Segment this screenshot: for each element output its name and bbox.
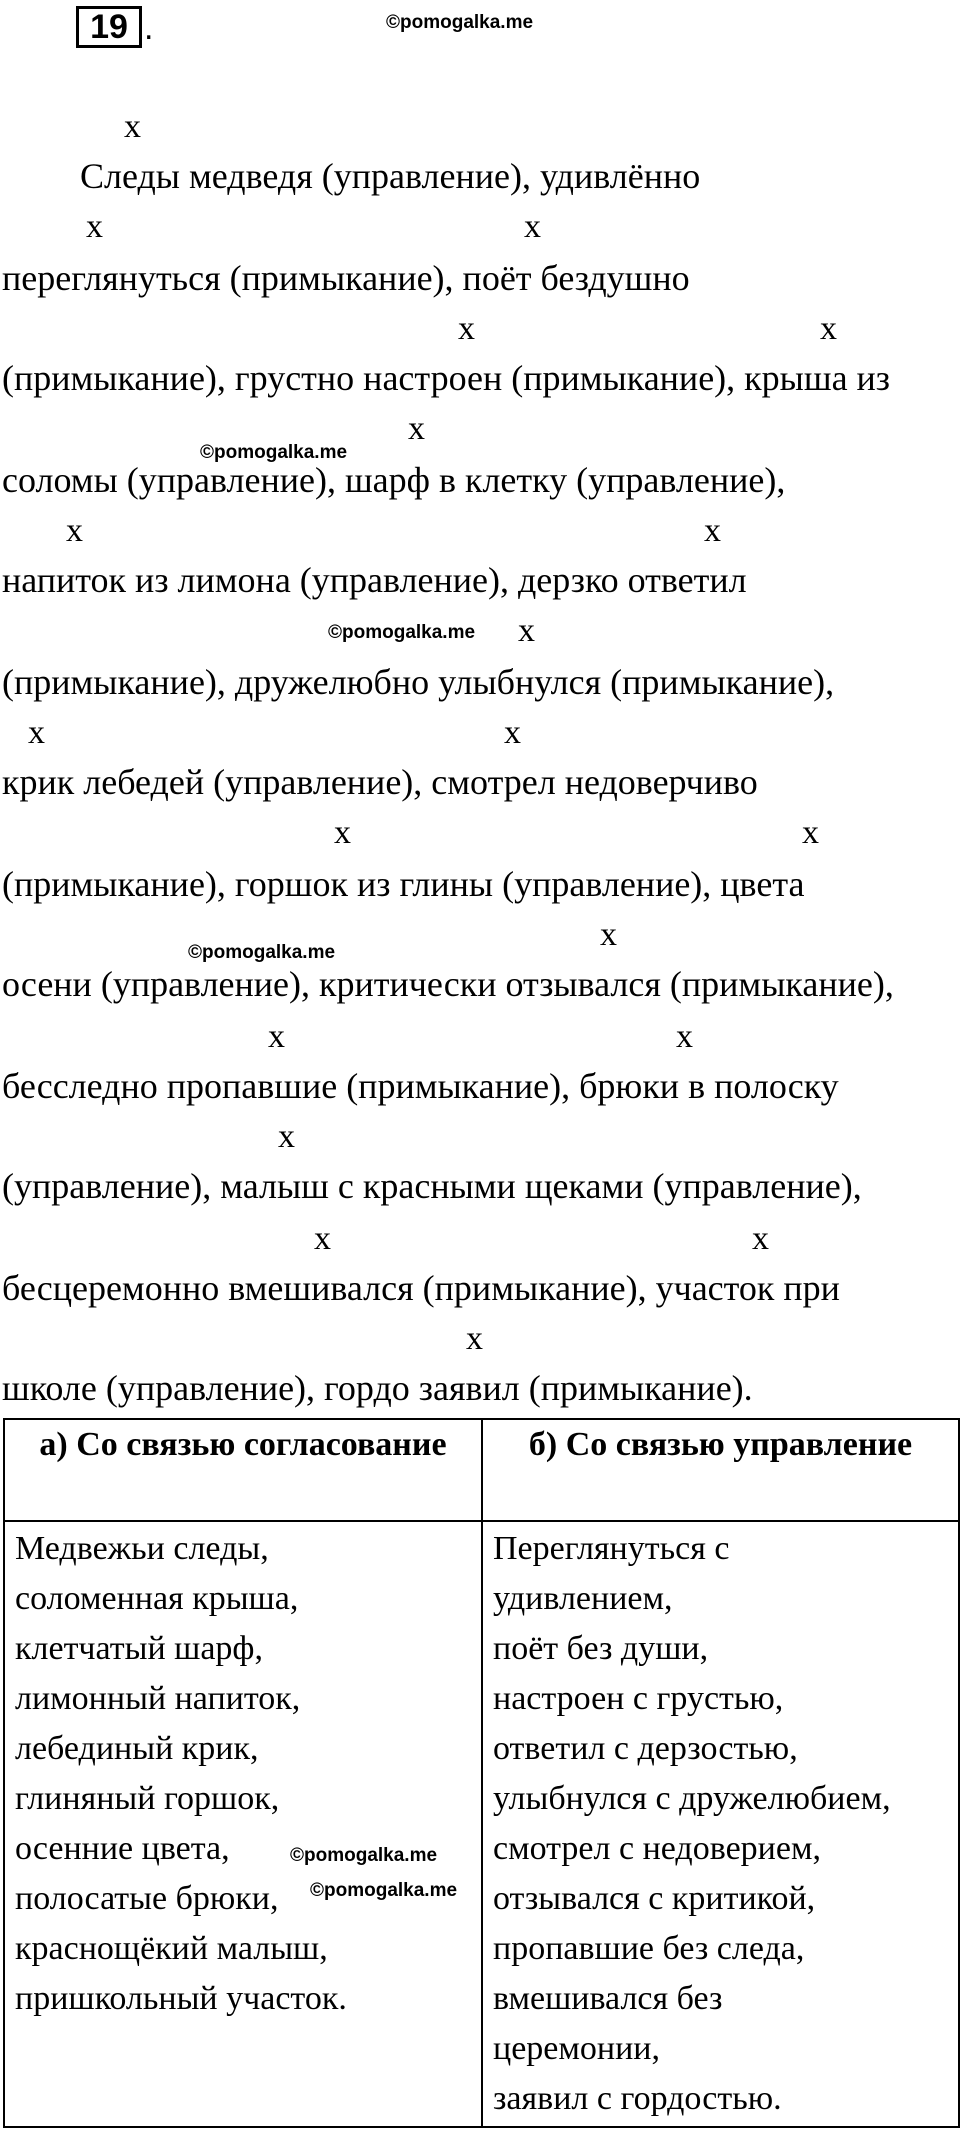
list-item: заявил с гордостью.: [493, 2080, 782, 2117]
text-line: (управление), малыш с красными щеками (управление),: [2, 1166, 862, 1206]
text-line: (примыкание), дружелюбно улыбнулся (примыкание),: [2, 662, 835, 702]
list-item: настроен с грустью,: [493, 1680, 784, 1717]
header-agreement: а) Со связью согласование: [4, 1419, 482, 1521]
list-item: Медвежьи следы,: [15, 1530, 269, 1567]
x-mark: x: [524, 208, 541, 245]
list-item: вмешивался без: [493, 1980, 723, 2017]
watermark: ©pomogalka.me: [328, 622, 476, 643]
task-number: 19: [76, 6, 142, 48]
x-mark: x: [820, 310, 837, 347]
x-mark: x: [28, 714, 45, 751]
x-mark: x: [458, 310, 475, 347]
watermark: ©pomogalka.me: [386, 12, 534, 33]
list-item: клетчатый шарф,: [15, 1630, 263, 1667]
column-government: [482, 1521, 959, 2127]
x-mark: x: [704, 512, 721, 549]
list-item: улыбнулся с дружелюбием,: [493, 1780, 891, 1817]
text-line: бесцеремонно вмешивался (примыкание), участок при: [2, 1268, 840, 1308]
text-line: переглянуться (примыкание), поёт бездушно: [2, 258, 690, 298]
list-item: соломенная крыша,: [15, 1580, 299, 1617]
text-line: крик лебедей (управление), смотрел недоверчиво: [2, 762, 758, 802]
text-line: соломы (управление), шарф в клетку (управление),: [2, 460, 786, 500]
x-mark: x: [124, 108, 141, 145]
watermark: ©pomogalka.me: [200, 442, 348, 463]
list-item: пришкольный участок.: [15, 1980, 347, 2017]
task-number-dot: .: [144, 9, 154, 47]
list-item: отзывался с критикой,: [493, 1880, 816, 1917]
x-mark: x: [268, 1018, 285, 1055]
text-line: Следы медведя (управление), удивлённо: [80, 156, 701, 196]
list-item: краснощёкий малыш,: [15, 1930, 328, 1967]
text-line: (примыкание), грустно настроен (примыкание), крыша из: [2, 358, 891, 398]
list-item: пропавшие без следа,: [493, 1930, 805, 1967]
x-mark: x: [518, 612, 535, 649]
table-header-row: [4, 1419, 959, 1521]
x-mark: x: [66, 512, 83, 549]
x-mark: x: [314, 1220, 331, 1257]
text-line: бесследно пропавшие (примыкание), брюки в полоску: [2, 1066, 839, 1106]
x-mark: x: [334, 814, 351, 851]
list-item: церемонии,: [493, 2030, 660, 2067]
x-mark: x: [86, 208, 103, 245]
list-item: Переглянуться с: [493, 1530, 730, 1567]
text-line: осени (управление), критически отзывался (примыкание),: [2, 964, 894, 1004]
list-item: смотрел с недоверием,: [493, 1830, 821, 1867]
x-mark: x: [408, 410, 425, 447]
x-mark: x: [802, 814, 819, 851]
list-item: лимонный напиток,: [15, 1680, 301, 1717]
header-government: б) Со связью управление: [482, 1419, 959, 1521]
answer-table: [3, 1418, 960, 2128]
x-mark: x: [278, 1118, 295, 1155]
text-line: (примыкание), горшок из глины (управление), цвета: [2, 864, 805, 904]
watermark: ©pomogalka.me: [310, 1880, 458, 1901]
x-mark: x: [466, 1320, 483, 1357]
list-item: осенние цвета,: [15, 1830, 230, 1867]
list-item: полосатые брюки,: [15, 1880, 279, 1917]
list-item: ответил с дерзостью,: [493, 1730, 798, 1767]
list-item: удивлением,: [493, 1580, 673, 1617]
text-line: напиток из лимона (управление), дерзко ответил: [2, 560, 747, 600]
x-mark: x: [504, 714, 521, 751]
column-agreement: [4, 1521, 482, 2127]
text-line: школе (управление), гордо заявил (примыкание).: [2, 1368, 753, 1408]
list-item: глиняный горшок,: [15, 1780, 280, 1817]
list-item: лебединый крик,: [15, 1730, 259, 1767]
list-item: поёт без души,: [493, 1630, 709, 1667]
x-mark: x: [676, 1018, 693, 1055]
watermark: ©pomogalka.me: [188, 942, 336, 963]
x-mark: x: [752, 1220, 769, 1257]
watermark: ©pomogalka.me: [290, 1845, 438, 1866]
table-row: [4, 1521, 959, 2127]
x-mark: x: [600, 916, 617, 953]
